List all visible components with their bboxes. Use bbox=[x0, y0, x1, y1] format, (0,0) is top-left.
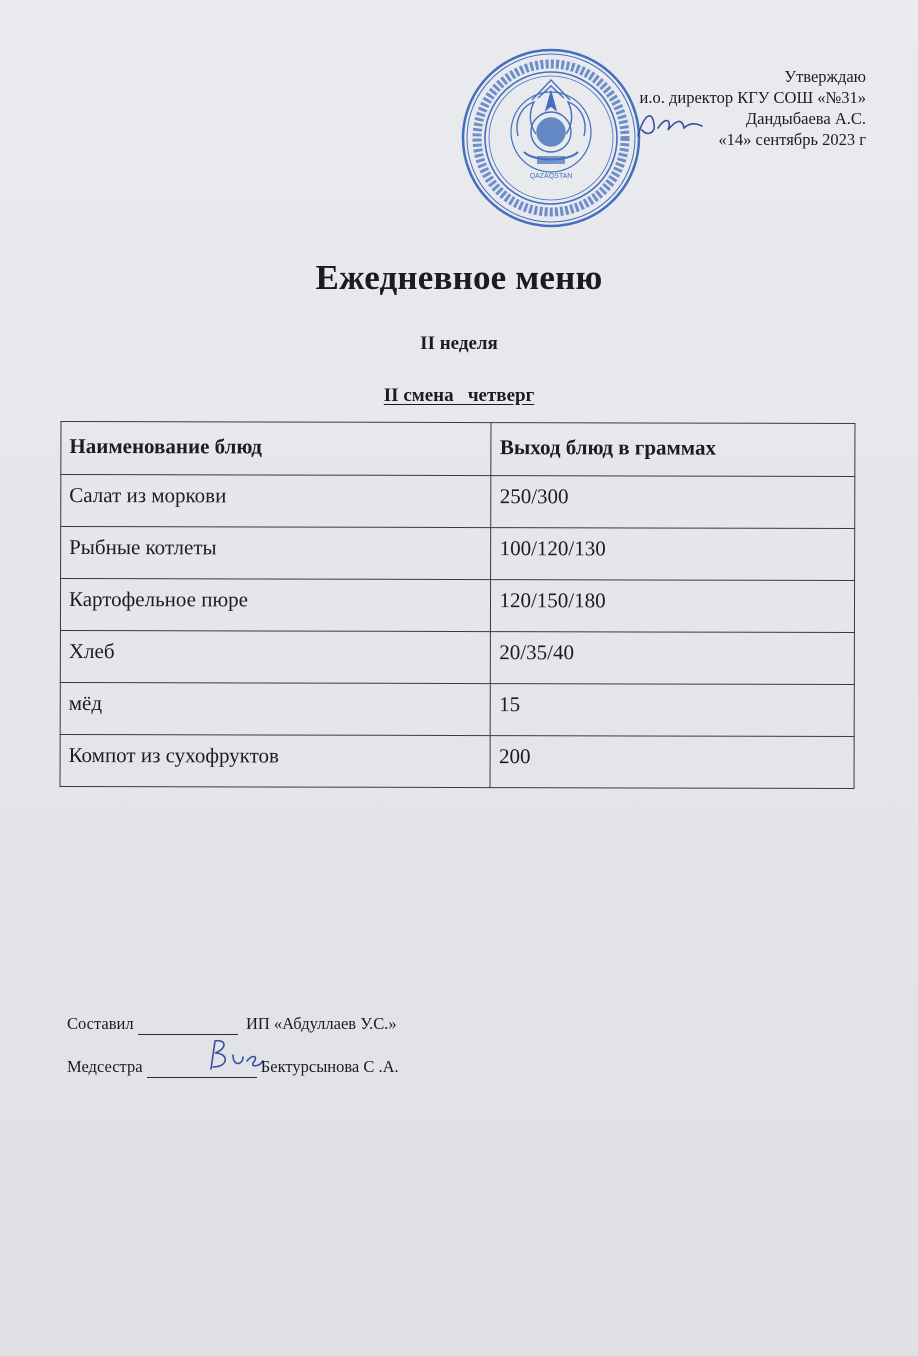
approval-block bbox=[536, 66, 866, 150]
approval-name: Дандыбаева А.С. bbox=[745, 109, 866, 128]
table-row bbox=[60, 578, 854, 632]
dish-portion: 15 bbox=[491, 684, 855, 737]
signature-line bbox=[147, 1057, 257, 1078]
nurse-line bbox=[67, 1057, 399, 1078]
page-title: Ежедневное меню bbox=[315, 258, 603, 297]
nurse-name: Бектурсынова С .А. bbox=[260, 1057, 399, 1076]
signature-line bbox=[138, 1014, 238, 1035]
table-row bbox=[61, 474, 855, 528]
compiled-name: ИП «Абдуллаев У.С.» bbox=[245, 1014, 397, 1033]
svg-text:QAZAQSTAN: QAZAQSTAN bbox=[529, 173, 573, 180]
dish-name: Компот из сухофруктов bbox=[60, 734, 491, 787]
week-label: II неделя bbox=[420, 333, 498, 354]
approval-position: и.о. директор КГУ СОШ «№31» bbox=[639, 88, 866, 107]
header-portion: Выход блюд в граммах bbox=[491, 423, 855, 477]
table-row bbox=[61, 526, 855, 580]
dish-name: Рыбные котлеты bbox=[61, 526, 492, 579]
table-header-row bbox=[61, 421, 855, 476]
dish-name: Салат из моркови bbox=[61, 474, 492, 527]
dish-name: мёд bbox=[60, 682, 491, 735]
compiled-by-line bbox=[67, 1014, 397, 1035]
approval-date: «14» сентябрь 2023 г bbox=[718, 130, 866, 149]
shift-label bbox=[0, 385, 918, 407]
header-dish-name: Наименование блюд bbox=[61, 421, 492, 475]
table-row bbox=[60, 630, 854, 684]
dish-name: Картофельное пюре bbox=[60, 578, 491, 631]
dish-name: Хлеб bbox=[60, 630, 491, 683]
table-row bbox=[60, 734, 854, 788]
dish-portion: 250/300 bbox=[491, 476, 855, 529]
shift-text: II смена четверг bbox=[383, 385, 535, 406]
table-row bbox=[60, 682, 854, 736]
nurse-label: Медсестра bbox=[67, 1057, 143, 1076]
menu-table bbox=[60, 421, 856, 789]
approval-title: Утверждаю bbox=[784, 67, 866, 86]
dish-portion: 120/150/180 bbox=[491, 580, 855, 633]
dish-portion: 20/35/40 bbox=[491, 632, 855, 685]
dish-portion: 100/120/130 bbox=[491, 528, 855, 581]
dish-portion: 200 bbox=[490, 736, 854, 789]
compiled-label: Составил bbox=[67, 1014, 134, 1033]
